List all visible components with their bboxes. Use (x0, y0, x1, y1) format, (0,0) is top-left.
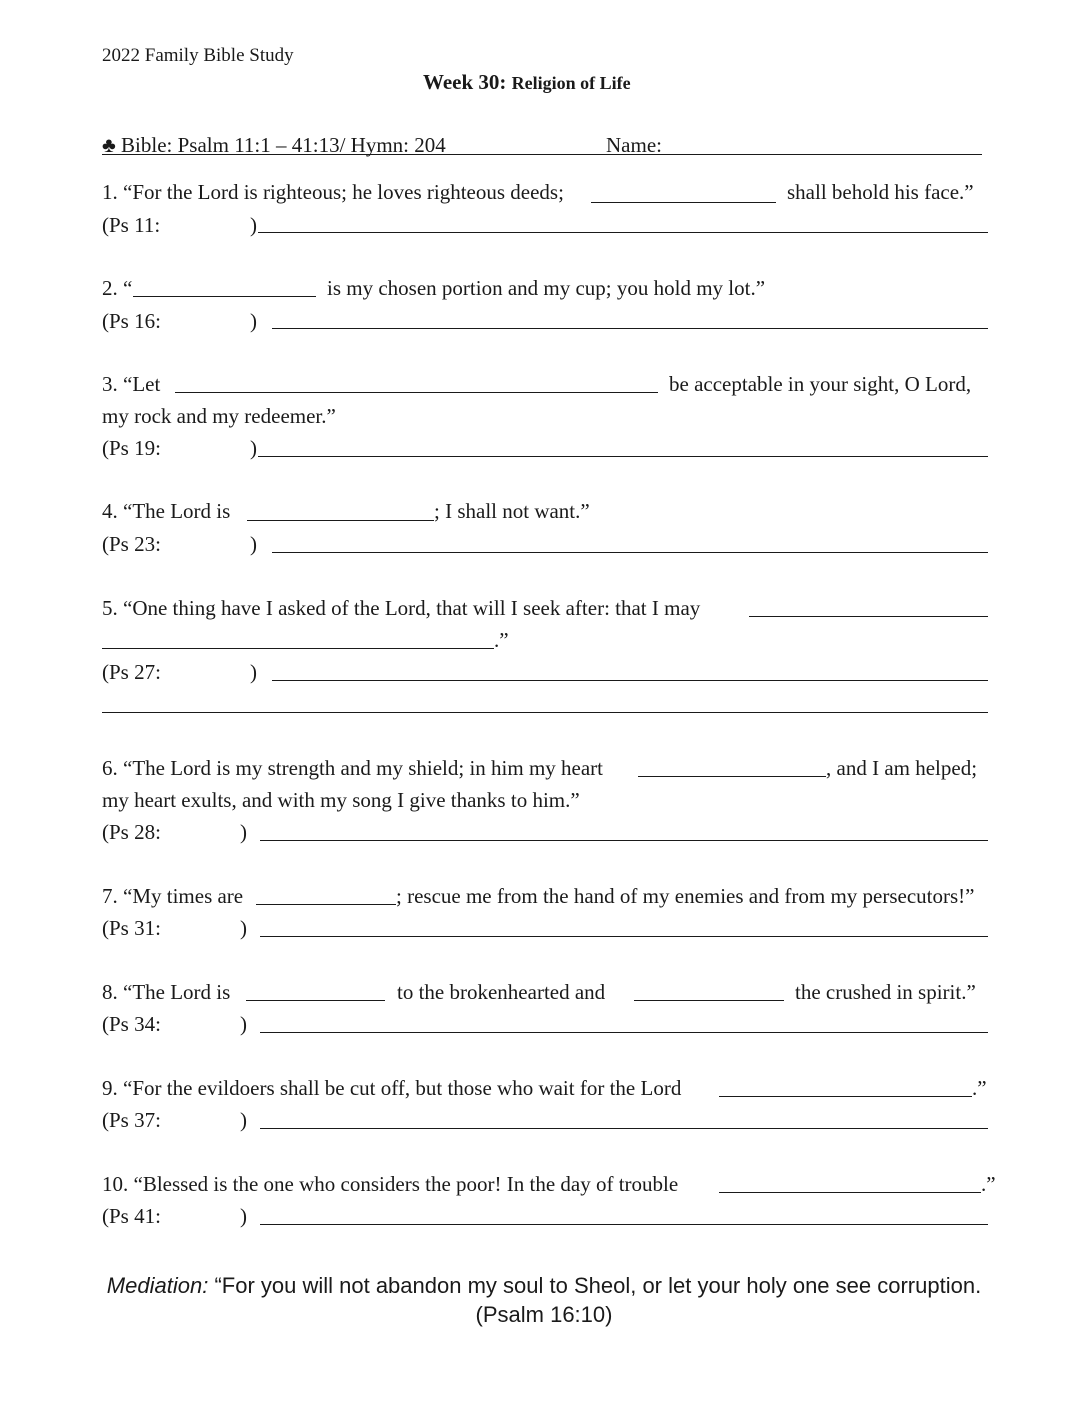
question-7-text-a: 7. “My times are (102, 884, 244, 908)
question-2-answer-line[interactable] (272, 328, 988, 329)
week-topic: Religion of Life (511, 73, 631, 93)
question-10-ref: (Ps 41: (102, 1204, 161, 1228)
name-label: Name: (606, 133, 662, 157)
question-3-text-c: my rock and my redeemer.” (102, 404, 336, 428)
question-3-ref: (Ps 19: (102, 436, 161, 460)
bible-reading-text: Bible: Psalm 11:1 – 41:13/ Hymn: 204 (121, 133, 446, 157)
question-10-text-b: .” (981, 1172, 996, 1196)
question-4-blank[interactable] (247, 520, 434, 521)
question-9-blank[interactable] (719, 1096, 972, 1097)
question-2-text-b: is my chosen portion and my cup; you hold my lot.” (327, 276, 766, 300)
question-10-text-a: 10. “Blessed is the one who considers the poor! In the day of trouble (102, 1172, 679, 1196)
question-3-text-b: be acceptable in your sight, O Lord, (669, 372, 972, 396)
question-8-ref-close: ) (240, 1012, 247, 1036)
question-5-ref: (Ps 27: (102, 660, 161, 684)
question-2-ref: (Ps 16: (102, 309, 161, 333)
question-7-ref-close: ) (240, 916, 247, 940)
study-title: 2022 Family Bible Study (102, 45, 294, 66)
question-10-blank[interactable] (719, 1192, 981, 1193)
question-9-ref-close: ) (240, 1108, 247, 1132)
question-5-blank-1[interactable] (749, 616, 988, 617)
question-5-answer-line-1[interactable] (272, 680, 988, 681)
question-9-ref: (Ps 37: (102, 1108, 161, 1132)
question-7-answer-line[interactable] (260, 936, 988, 937)
question-4-answer-line[interactable] (272, 552, 988, 553)
question-8-blank-1[interactable] (246, 1000, 385, 1001)
question-6-text-c: my heart exults, and with my song I give thanks to him.” (102, 788, 580, 812)
question-7-ref: (Ps 31: (102, 916, 161, 940)
question-5-text-b: .” (494, 628, 509, 652)
week-label: Week 30: (423, 70, 507, 94)
question-3-answer-line[interactable] (258, 456, 988, 457)
question-3-text-a: 3. “Let (102, 372, 161, 396)
question-6-ref-close: ) (240, 820, 247, 844)
question-8-text-b: to the brokenhearted and (397, 980, 606, 1004)
question-6-text-b: , and I am helped; (826, 756, 978, 780)
question-9-text-a: 9. “For the evildoers shall be cut off, but those who wait for the Lord (102, 1076, 682, 1100)
question-9-text-b: .” (972, 1076, 987, 1100)
question-4-ref-close: ) (250, 532, 257, 556)
question-10-answer-line[interactable] (260, 1224, 988, 1225)
meditation-verse (0, 1273, 1088, 1299)
question-2-blank[interactable] (133, 296, 316, 297)
question-5-text-a: 5. “One thing have I asked of the Lord, that will I seek after: that I may (102, 596, 701, 620)
question-10-ref-close: ) (240, 1204, 247, 1228)
question-2-text-a: 2. “ (102, 276, 133, 300)
question-9-answer-line[interactable] (260, 1128, 988, 1129)
question-8-blank-2[interactable] (634, 1000, 784, 1001)
question-1-text-b: shall behold his face.” (787, 180, 974, 204)
question-2-ref-close: ) (250, 309, 257, 333)
question-8-text-a: 8. “The Lord is (102, 980, 231, 1004)
question-5-blank-2[interactable] (102, 648, 494, 649)
name-field[interactable] (672, 128, 984, 156)
question-7-text-b: ; rescue me from the hand of my enemies and from my persecutors!” (396, 884, 975, 908)
question-6-text-a: 6. “The Lord is my strength and my shield; in him my heart (102, 756, 603, 780)
question-4-text-a: 4. “The Lord is (102, 499, 231, 523)
question-5-ref-close: ) (250, 660, 257, 684)
meditation-text: “For you will not abandon my soul to Sheol, or let your holy one see corruption. (214, 1273, 982, 1298)
question-6-answer-line[interactable] (260, 840, 988, 841)
question-6-blank[interactable] (638, 776, 826, 777)
week-heading (423, 70, 631, 95)
question-4-ref: (Ps 23: (102, 532, 161, 556)
question-1-ref-close: ) (250, 213, 257, 237)
question-1-answer-line[interactable] (258, 232, 988, 233)
question-1-blank[interactable] (591, 202, 776, 203)
question-8-answer-line[interactable] (260, 1032, 988, 1033)
question-8-ref: (Ps 34: (102, 1012, 161, 1036)
meditation-label: Mediation: (106, 1273, 209, 1298)
question-3-ref-close: ) (250, 436, 257, 460)
question-5-answer-line-2[interactable] (102, 712, 988, 713)
question-3-blank[interactable] (175, 392, 658, 393)
question-7-blank[interactable] (256, 904, 396, 905)
question-4-text-b: ; I shall not want.” (434, 499, 590, 523)
club-icon: ♣ (102, 133, 116, 157)
meditation-reference: (Psalm 16:10) (475, 1302, 613, 1327)
question-6-ref: (Ps 28: (102, 820, 161, 844)
question-1-ref: (Ps 11: (102, 213, 161, 237)
question-1-text-a: 1. “For the Lord is righteous; he loves righteous deeds; (102, 180, 564, 204)
question-8-text-c: the crushed in spirit.” (795, 980, 976, 1004)
